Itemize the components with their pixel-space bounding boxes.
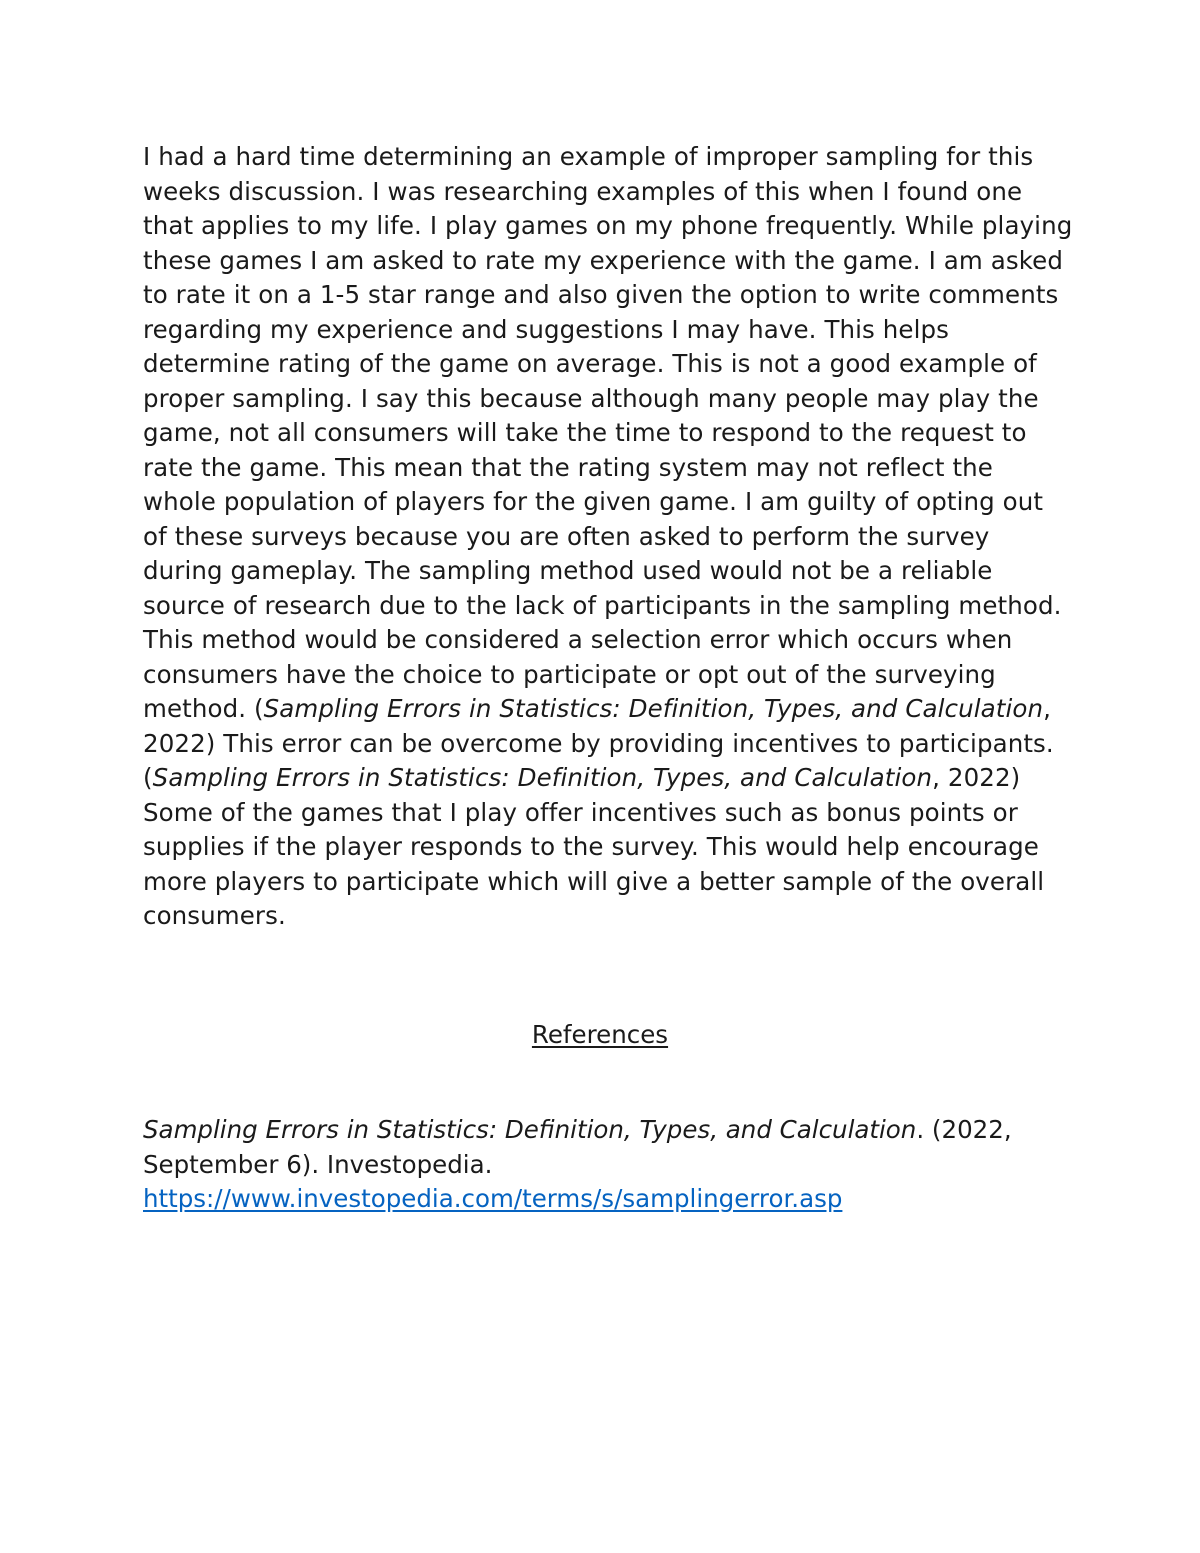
paragraph-text: I had a hard time determining an example of improper sampling for this weeks discussion. I was researching examples of this when I found one that applies to my life. I play games on my phone frequently. While playing these games I am asked to rate my experience with the game. I am asked to rate it on a 1-5 star range and also given the option to write comments regarding my experience and suggestions I may have. This helps determine rating of the game on average. This is not a good example of proper sampling. I say this because although many people may play the game, not all consumers will take the time to respond to the request to rate the game. This mean that the rating system may not reflect the whole population of players for the given game. I am guilty of opting out of these surveys because you are often asked to perform the survey during gameplay. The sampling method used would not be a reliable source of research due to the lack of participants in the sampling method. This method would be considered a selection error which occurs when consumers have the choice to participate or opt out of the surveying method. ( [143,142,1073,723]
discussion-paragraph [143,140,1073,934]
reference-title: Sampling Errors in Statistics: Definition, Types, and Calculation [143,1115,917,1144]
reference-date-source: (2022, September 6). Investopedia. [143,1115,1012,1179]
reference-period: . [916,1115,925,1144]
references-heading [0,1018,1200,1053]
references-heading-text: References [531,1020,669,1049]
citation-title: Sampling Errors in Statistics: Definition, Types, and Calculation [152,763,933,792]
paragraph-text: , 2022) This error can be overcome by providing incentives to participants. ( [143,694,1054,792]
paragraph-text: , 2022) Some of the games that I play offer incentives such as bonus points or supplies if the player responds to the survey. This would help encourage more players to participate which will give a better sample of the overall consumers. [143,763,1045,930]
reference-entry [143,1113,1073,1217]
citation-title: Sampling Errors in Statistics: Definition, Types, and Calculation [263,694,1044,723]
reference-link[interactable]: https://www.investopedia.com/terms/s/samplingerror.asp [143,1184,843,1213]
